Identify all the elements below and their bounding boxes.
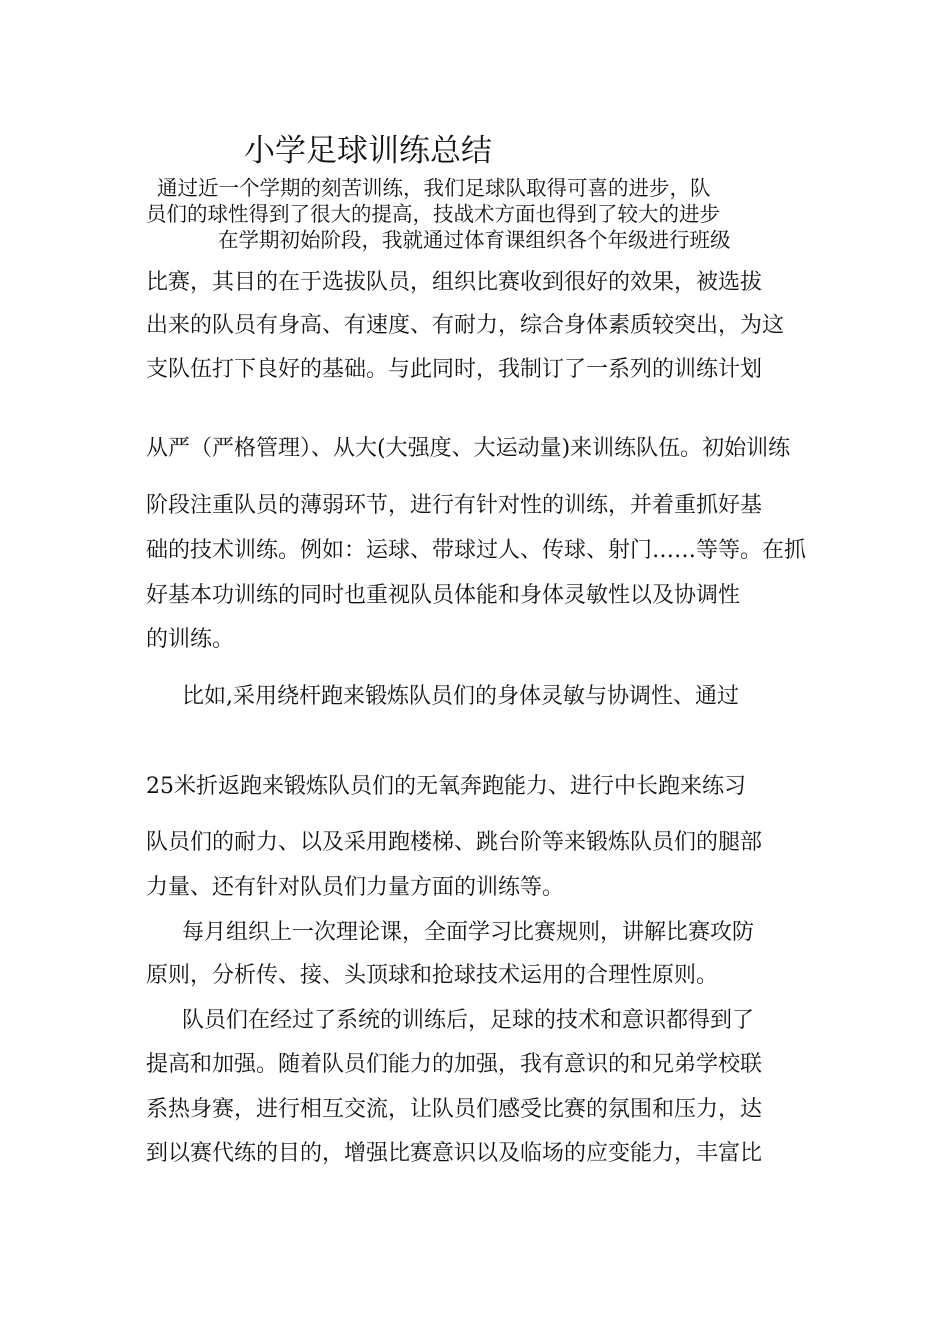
paragraph-line: 员们的球性得到了很大的提高，技战术方面也得到了较大的进步 bbox=[146, 202, 720, 226]
paragraph-line: 提高和加强。随着队员们能力的加强，我有意识的和兄弟学校联 bbox=[146, 1052, 763, 1077]
paragraph-line: 出来的队员有身高、有速度、有耐力，综合身体素质较突出，为这 bbox=[146, 313, 785, 338]
paragraph-line: 好基本功训练的同时也重视队员体能和身体灵敏性以及协调性 bbox=[146, 583, 741, 608]
paragraph-line: 系热身赛，进行相互交流，让队员们感受比赛的氛围和压力，达 bbox=[146, 1097, 763, 1122]
paragraph-line: 比赛，其目的在于选拔队员，组织比赛收到很好的效果，被选拔 bbox=[146, 270, 763, 295]
paragraph-line: 阶段注重队员的薄弱环节，进行有针对性的训练，并着重抓好基 bbox=[146, 493, 763, 518]
paragraph-line: 25米折返跑来锻炼队员们的无氧奔跑能力、进行中长跑来练习 bbox=[146, 774, 746, 799]
paragraph-line: 原则，分析传、接、头顶球和抢球技术运用的合理性原则。 bbox=[146, 963, 719, 988]
paragraph-line: 在学期初始阶段，我就通过体育课组织各个年级进行班级 bbox=[218, 228, 731, 252]
paragraph-line: 础的技术训练。例如：运球、带球过人、传球、射门……等等。在抓 bbox=[146, 538, 807, 563]
paragraph-line: 队员们的耐力、以及采用跑楼梯、跳台阶等来锻炼队员们的腿部 bbox=[146, 830, 763, 855]
paragraph-line: 的训练。 bbox=[146, 627, 235, 652]
paragraph-line: 从严（严格管理）、从大(大强度、大运动量)来训练队伍。初始训练 bbox=[146, 436, 791, 461]
document-title: 小学足球训练总结 bbox=[244, 133, 492, 169]
paragraph-line: 到以赛代练的目的，增强比赛意识以及临场的应变能力，丰富比 bbox=[146, 1141, 763, 1166]
paragraph-line: 通过近一个学期的刻苦训练，我们足球队取得可喜的进步，队 bbox=[157, 176, 711, 200]
paragraph-line: 力量、还有针对队员们力量方面的训练等。 bbox=[146, 875, 565, 900]
paragraph-line: 比如,采用绕杆跑来锻炼队员们的身体灵敏与协调性、通过 bbox=[182, 684, 739, 709]
paragraph-line: 支队伍打下良好的基础。与此同时，我制订了一系列的训练计划 bbox=[146, 357, 763, 382]
paragraph-line: 队员们在经过了系统的训练后，足球的技术和意识都得到了 bbox=[182, 1008, 755, 1033]
paragraph-line: 每月组织上一次理论课，全面学习比赛规则，讲解比赛攻防 bbox=[182, 920, 755, 945]
